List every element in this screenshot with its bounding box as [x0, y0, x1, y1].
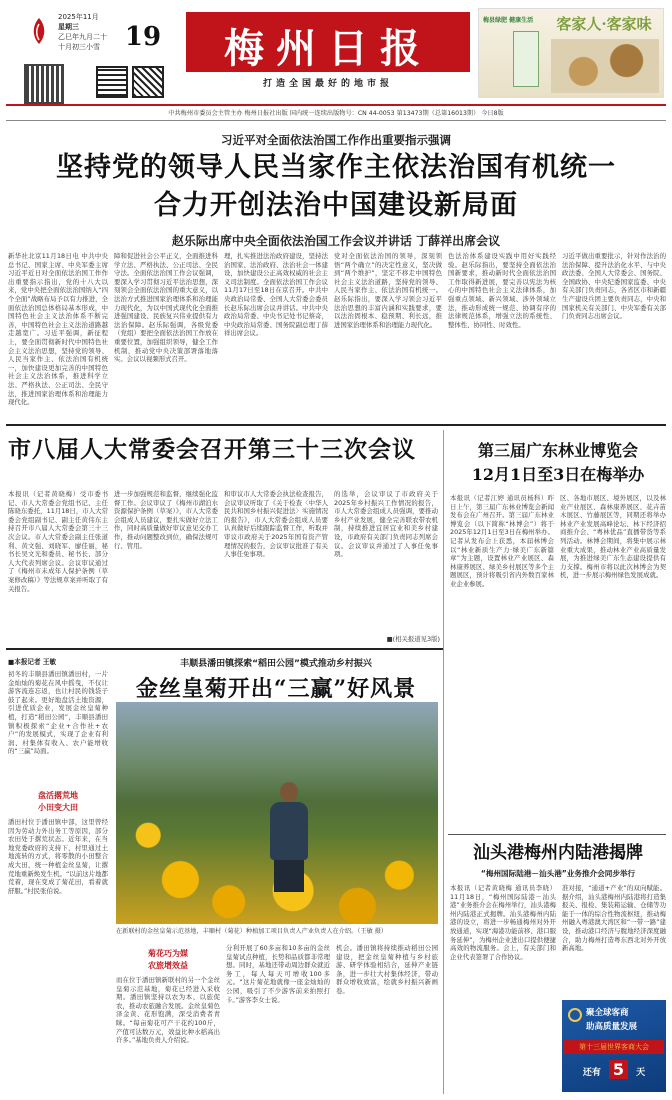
ad-brand-label: 梅县绿肥 健康生活 — [483, 17, 534, 24]
lead-col-4: 党对全面依法治国的领导，深刻领悟“两个确立”的决定性意义，坚决做到“两个维护”，坚定不移走中国特色社会主义法治道路，坚持党的领导、人民当家作主、依法治国有机统一。赵乐际指出，要深入学习领会习近平法治思想的丰富内涵和实践要求，要以法治固根本、稳预期、利长远，推进国家治理体系和治理能力现代化。 — [334, 252, 442, 329]
lunar-date: 乙巳年九月二十 — [58, 33, 107, 41]
section-rule-3 — [448, 834, 666, 835]
masthead-bottom-rule — [6, 120, 666, 121]
ad-product-box — [513, 31, 539, 87]
publication-info: 中共梅州市委员会主管主办 梅州日报社出版 国内统一连续出版物号：CN 44-0053 第13473期（总第16013期） 今日8版 — [168, 110, 504, 117]
congress-more-link[interactable]: ■(相关报道见3版) — [386, 635, 440, 643]
paper-title-banner — [186, 12, 470, 72]
shantou-headline: 汕头港梅州内陆港揭牌 — [473, 843, 643, 863]
feature-col-4: 机会。潘田镇将持续推动稻田公园建设，把金丝皇菊种植与乡村旅游、研学体验相结合，延伸产业链条，进一步壮大村集体经济，带动群众增收致富，绘就乡村振兴新画卷。 — [336, 944, 438, 995]
lead-col-3: 理，扎实推进法治政府建设，坚持法治国家、法治政府、法治社会一体建设，加快建设公正高效权威的社会主义司法制度。全面依法治国工作会议11月17日至18日在京召开。中共中央政治局常委、全国人大常委会委员长赵乐际出席会议并讲话。中共中央政治局常委、中央书记处书记蔡奇，中央政治局常委、国务院副总理丁薛祥出席会议。 — [224, 252, 328, 338]
lead-col-2: 障和促进社会公平正义，全面推进科学立法、严格执法、公正司法、全民守法。全面依法治国工作会议强调，要深入学习贯彻习近平法治思想，深刻领会全面依法治国的重大意义，以法治方式推进国家治理体系和治理能力现代化，为以中国式现代化全面推进强国建设、民族复兴伟业提供有力法治保障。赵乐际强调，各级党委（党组）要把全面依法治国工作放在重要位置，加强组织领导，健全工作机制，推动党中央决策部署落地落实。会议以视频形式召开。 — [114, 252, 218, 364]
feature-headline: 金丝皇菊开出“三赢”好风景 — [135, 676, 417, 702]
slogan: 打造全国最好的地市报 — [262, 79, 393, 89]
lead-col-6: 习近平做出重要批示，针对作法治的法治保障、提升法治化水平、与中央政法委、全国人大常委会、国务院、全国政协、中央纪委国家监委、中央有关部门负责同志，各省区市和新疆生产建设兵团主要负责同志，中央和国家机关有关部门、中央军委有关部门负责同志出席会议。 — [562, 252, 666, 321]
issue-day-number: 19 — [124, 22, 162, 52]
globe-icon — [568, 1008, 582, 1022]
feature-subhead-2-line1: 菊花巧为媒 — [148, 949, 188, 958]
feature-subhead-1 — [14, 790, 102, 814]
feature-col-1b: 潘田村位于潘田镇中部，这里曾经因为劳动力外出务工等原因，部分农田处于撂荒状态。近年来，在当地党委政府的支持下，村里通过土地流转的方式，将零散的小田整合成大田，统一种植金丝皇菊，让撂荒地重新焕发生机。“以前这片地都荒着，现在变成了菊花田，看着就舒服。”村民张伯说。 — [8, 818, 108, 895]
photo-caption: 在新联村的金丝皇菊示范基地，丰顺村（菊花）种植加工项目负责人产业负责人在介绍。（王敏 摄） — [116, 928, 388, 935]
feature-col-1: 初冬的丰顺县潘田镇潘田村，一片金灿灿的菊花在风中摇曳，不仅让游客流连忘返，也让村民的钱袋子鼓了起来。更好地盘活土地资源，引进优质企业，发展金丝皇菊种植，打造“稻田公园”，丰顺县潘田镇积极探索“企业+合作社+农户”的发展模式，实现了企业有利润、村集体有收入、农户能增收的“三赢”局面。 — [8, 670, 108, 756]
lead-col-5: 色法治体系建设实践中用好实践经验。赵乐际指出，要坚持全面依法治国新要求，推动新时代全面依法治国工作取得新进展，要完善以宪法为核心的中国特色社会主义法律体系，加强重点领域、新兴领域、涉外领域立法，推动形成统一规范、协调有序的法律规范体系，增强立法的系统性、整体性、协同性、时效性。 — [448, 252, 556, 329]
lead-subhead: 赵乐际出席中央全面依法治国工作会议并讲话 丁薛祥出席会议 — [171, 234, 501, 248]
bottom-ad-line1: 聚全球客商 — [586, 1008, 629, 1018]
masthead-ad[interactable] — [478, 8, 664, 98]
newspaper-logo-icon — [28, 16, 50, 46]
countdown-suffix: 天 — [636, 1068, 646, 1078]
app-icon-block — [96, 66, 166, 104]
feature-kicker: 丰顺县潘田镇探索“稻田公园”模式推动乡村振兴 — [180, 659, 372, 669]
ad-food-image — [551, 39, 659, 93]
congress-headline: 市八届人大常委会召开第三十三次会议 — [8, 436, 416, 463]
countdown-prefix: 还有 — [582, 1068, 601, 1078]
column-separator — [443, 430, 444, 1094]
lead-kicker: 习近平对全面依法治国工作作出重要指示强调 — [221, 133, 451, 147]
farmer-figure — [266, 782, 310, 892]
forestry-headline-2: 12月1日至3日在梅举办 — [471, 465, 645, 484]
date-block — [58, 12, 128, 52]
bottom-ad[interactable] — [562, 1000, 666, 1092]
feature-subhead-2 — [116, 948, 220, 972]
section-rule-1 — [6, 424, 666, 426]
shantou-col-2: 准对接，“通道+产业”的双向赋能。据介绍，汕头港梅州内陆港将打造集报关、报检、集装箱运输、仓储等功能于一体的综合性物流枢纽，推动梅州融入粤港澳大湾区和“一带一路”建设，推动港口经济与腹地经济深度融合，助力梅州打造粤东西北对外开放新高地。 — [562, 884, 666, 953]
masthead — [0, 0, 672, 126]
shantou-subhead: “梅州国际陆港－汕头港”业务推介会同步举行 — [480, 869, 636, 878]
lead-headline-2: 合力开创法治中国建设新局面 — [154, 190, 518, 221]
lead-col-1: 新华社北京11月18日电 中共中央总书记、国家主席、中央军委主席习近平近日对全面依法治国工作作出重要指示指出，党的十八大以来，党中央把全面依法治国纳入“四个全面”战略布局予以有力推进，全面依法治国总体格局基本形成，中国特色社会主义法治体系不断完善，中国特色社会主义法治道路越走越宽广。习近平强调，新征程上，要全面贯彻新时代中国特色社会主义法治思想，坚持党的领导、人民当家作主、依法治国有机统一，加快建设更加完善的中国特色社会主义法治体系，推进科学立法、严格执法、公正司法、全民守法，推进国家治理体系和治理能力现代化。 — [8, 252, 108, 407]
paper-name: 梅州日报 — [224, 25, 432, 72]
feature-byline: ■本报记者 王敏 — [8, 658, 57, 666]
forestry-headline-1: 第三届广东林业博览会 — [477, 441, 638, 460]
feature-col-2: 而在位于潘田镇新联村的另一个金丝皇菊示范基地，菊花已经进入采收期。潘田镇坚持以农为本、以旅促农，推动农旅融合发展。金丝皇菊色泽金黄、花形饱满，深受消费者青睐。“每亩菊花可产干花约100斤，产值可达数万元，效益比种水稻高出许多。”基地负责人介绍说。 — [116, 976, 220, 1045]
date-line: 2025年11月 — [58, 13, 99, 21]
qr-code-icon — [24, 64, 64, 104]
weekday: 星期三 — [58, 23, 79, 31]
congress-col-2: 进一步加强规范和监督，继续强化监督工作。会议审议了《梅州市湖泊水资源保护条例（草案）》，市人大常委会组成人员建议，要扎实做好立法工作，同时高质量做好审议意见交办工作，推动问题整改到位，确保法规可行、管用。 — [114, 490, 218, 550]
bottom-ad-line2: 助高质量发展 — [586, 1022, 638, 1032]
congress-col-1: 本报讯（记者黄晓梅）受市委书记、市人大常委会党组书记、主任陈晓东委托，11月18日，市人大常委会党组副书记、副主任黄伟东主持召开市八届人大常委会第三十三次会议。市人大常委会副主任张道利、黄文强、刘晓军、廖佳丽，秘书长吴文光和委员、秘书长、部分人大代表列席会议。会议审议通过了《梅州市未成年人保护条例（草案修改稿）》等法规草案并听取了有关报告。 — [8, 490, 108, 593]
forestry-col-2: 区、各地市展区、境外展区，以及林业产业展区、森林康养展区、花卉苗木展区、竹藤展区等，同期还将举办林业产业发展高峰论坛、林下经济招商推介会、“粤林优品”直播带货等系列活动。林博会期间，将集中展示林业重大成果，推动林业产业高质量发展，为推进绿美广东生态建设提供有力支撑。梅州市将以此次林博会为契机，进一步展示梅州绿色发展成就。 — [560, 494, 666, 580]
section-rule-2 — [6, 648, 443, 650]
forestry-col-1: 本报讯（记者江婷 通讯员杨科）昨日上午，第三届广东林业博览会新闻发布会在广州召开。第三届广东林业博览会（以下简称“林博会”）将于2025年12月1日至3日在梅州举办。记者从发布会上获悉，本届林博会以“林业新质生产力·绿美广东新篇章”为主题，设置林业产业展区、森林康养展区、绿美乡村展区等多个主题展区，预计将吸引省内外数百家林业企业参展。 — [450, 494, 554, 588]
lead-headline-1: 坚持党的领导人民当家作主依法治国有机统一 — [56, 152, 616, 183]
chrysanthemum-field-photo — [116, 702, 438, 924]
ad-title: 客家人·客家味 — [556, 15, 652, 33]
lunar-term: 十月初三小雪 — [58, 43, 100, 51]
congress-col-3: 和审议市人大常委会执法检查报告，会议审议听取了《关于检查〈中华人民共和国乡村振兴促进法〉实施情况的报告》，市人大常委会组成人员要认真做好后续跟踪监督工作，听取并审议市政府关于2025年国有资产管理情况的报告，会议审议批准了有关人事任免事项。 — [224, 490, 328, 559]
masthead-rule — [6, 104, 666, 106]
feature-col-3: 分利开展了60多亩和10多亩的金丝皇菊试点种植，长势和品质都非常理想。同时，基地还带动周边群众就近务工，每人每天可增收100多元。“这片菊花地就像一座金灿灿的公园，吸引了不少游客前来拍照打卡。”游客李女士说。 — [226, 944, 330, 1004]
congress-col-4: 的选举，会议审议了市政府关于2025年乡村振兴工作情况的报告，市人大常委会组成人员强调，要推动乡村产业发展，健全完善联农带农机制，持续推进宜居宜业和美乡村建设，市政府有关部门负责同志列席会议。会议审议并通过了人事任免事项。 — [334, 490, 438, 559]
countdown-number: 5 — [609, 1060, 628, 1079]
feature-subhead-2-line2: 农旅增效益 — [148, 961, 188, 970]
feature-subhead-1-line1: 盘活撂荒地 — [38, 791, 78, 800]
bottom-ad-line3: 第十三届世界客商大会 — [564, 1040, 664, 1054]
countdown — [562, 1060, 666, 1079]
feature-subhead-1-line2: 小田变大田 — [38, 803, 78, 812]
shantou-col-1: 本报讯（记者黄晓梅 通讯员李晓）11月18日，“梅州国际陆港－汕头港”业务推介会在梅州举行，汕头港梅州内陆港正式揭牌。汕头港梅州内陆港的设立，将进一步畅通梅州对外开放通道，实现“海港功能前移、港口服务延伸”，为梅州企业进出口提供便捷高效的物流服务。会上，有关部门和企业代表签署了合作协议。 — [450, 884, 556, 961]
